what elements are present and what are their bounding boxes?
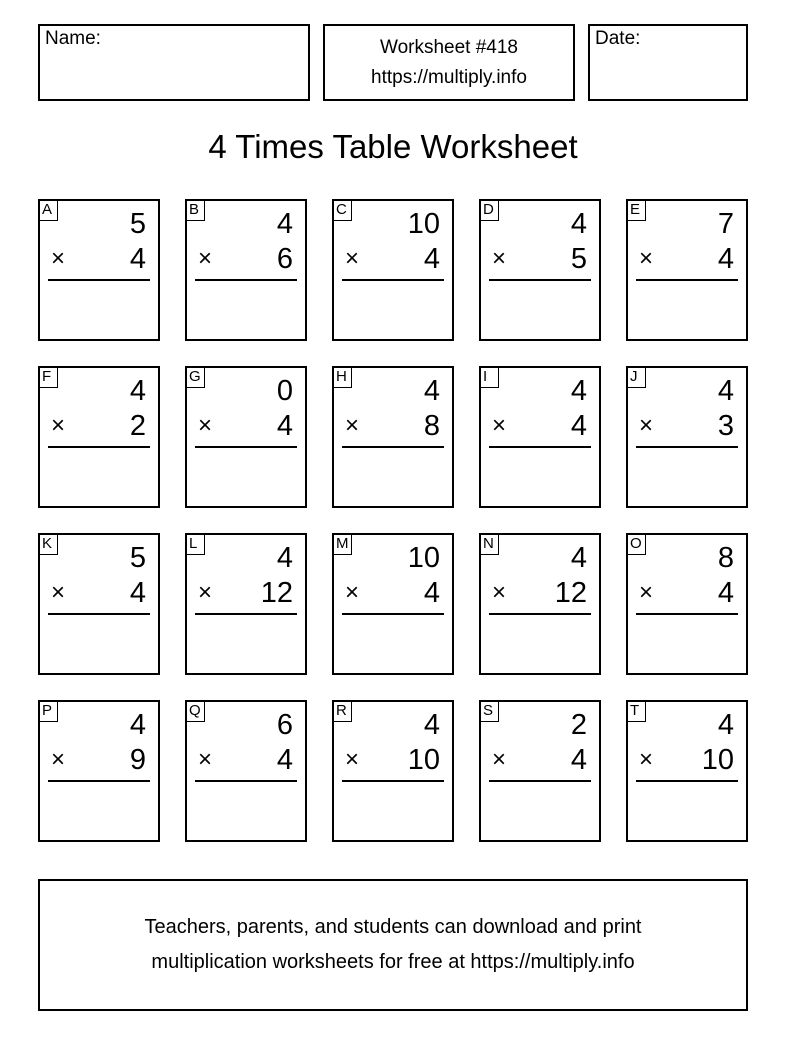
problem-card [185, 700, 307, 842]
worksheet-number: Worksheet #418 [379, 36, 518, 58]
times-sign: × [51, 412, 66, 439]
times-sign: × [639, 245, 654, 272]
problem-card [626, 366, 748, 508]
times-sign: × [492, 412, 507, 439]
multiplier: 5 [570, 243, 587, 275]
problem-letter: G [185, 366, 205, 388]
problem-card [185, 199, 307, 341]
problem-card [626, 199, 748, 341]
worksheet-url: https://multiply.info [371, 66, 527, 88]
multiplicand: 4 [276, 208, 293, 240]
multiplier: 4 [423, 577, 440, 609]
problem-letter: S [479, 700, 499, 722]
page-title: 4 Times Table Worksheet [208, 128, 578, 165]
multiplicand: 8 [717, 542, 734, 574]
multiplicand: 6 [276, 709, 293, 741]
answer-line [342, 279, 444, 281]
problem-card [479, 533, 601, 675]
date-label: Date: [595, 28, 641, 49]
problem-letter: M [332, 533, 352, 555]
answer-line [489, 613, 591, 615]
times-sign: × [492, 746, 507, 773]
answer-line [342, 780, 444, 782]
times-sign: × [639, 579, 654, 606]
times-sign: × [345, 579, 360, 606]
multiplier: 8 [423, 410, 440, 442]
times-sign: × [345, 245, 360, 272]
answer-line [489, 780, 591, 782]
problem-letter: N [479, 533, 499, 555]
problem-letter: L [185, 533, 205, 555]
multiplicand: 4 [570, 542, 587, 574]
problem-card [626, 700, 748, 842]
multiplicand: 10 [407, 542, 440, 574]
multiplier: 4 [423, 243, 440, 275]
times-sign: × [198, 579, 213, 606]
times-sign: × [345, 412, 360, 439]
multiplicand: 4 [129, 375, 146, 407]
times-sign: × [492, 579, 507, 606]
answer-line [48, 446, 150, 448]
multiplier: 10 [407, 744, 440, 776]
times-sign: × [345, 746, 360, 773]
problem-letter: C [332, 199, 352, 221]
problem-card [332, 533, 454, 675]
multiplier: 4 [129, 243, 146, 275]
multiplicand: 5 [129, 542, 146, 574]
name-label: Name: [45, 28, 101, 49]
answer-line [195, 613, 297, 615]
times-sign: × [51, 245, 66, 272]
multiplicand: 4 [423, 375, 440, 407]
footer-line-2: multiplication worksheets for free at https://multiply.info [151, 951, 635, 973]
multiplier: 4 [129, 577, 146, 609]
problem-card [38, 366, 160, 508]
multiplier: 6 [276, 243, 293, 275]
times-sign: × [51, 579, 66, 606]
problem-letter: F [38, 366, 58, 388]
times-sign: × [198, 412, 213, 439]
multiplier: 4 [570, 410, 587, 442]
problem-card [185, 533, 307, 675]
problem-letter: H [332, 366, 352, 388]
answer-line [636, 446, 738, 448]
problem-letter: B [185, 199, 205, 221]
answer-line [195, 780, 297, 782]
problem-letter: I [479, 366, 499, 388]
multiplicand: 4 [570, 208, 587, 240]
problem-card [185, 366, 307, 508]
multiplicand: 4 [717, 709, 734, 741]
times-sign: × [198, 746, 213, 773]
multiplier: 4 [717, 577, 734, 609]
answer-line [636, 613, 738, 615]
name-field[interactable] [38, 24, 310, 101]
answer-line [342, 613, 444, 615]
answer-line [636, 279, 738, 281]
multiplier: 2 [129, 410, 146, 442]
problem-card [38, 533, 160, 675]
multiplier: 4 [276, 410, 293, 442]
worksheet-info-box [323, 24, 575, 101]
times-sign: × [198, 245, 213, 272]
multiplicand: 4 [717, 375, 734, 407]
problem-letter: J [626, 366, 646, 388]
answer-line [195, 446, 297, 448]
times-sign: × [639, 412, 654, 439]
multiplicand: 4 [570, 375, 587, 407]
problem-letter: T [626, 700, 646, 722]
times-sign: × [492, 245, 507, 272]
problem-card [38, 700, 160, 842]
problem-letter: A [38, 199, 58, 221]
problem-card [479, 700, 601, 842]
multiplicand: 4 [423, 709, 440, 741]
problem-card [479, 199, 601, 341]
problem-letter: K [38, 533, 58, 555]
problem-letter: R [332, 700, 352, 722]
answer-line [489, 446, 591, 448]
multiplicand: 7 [717, 208, 734, 240]
problem-card [479, 366, 601, 508]
problem-letter: Q [185, 700, 205, 722]
answer-line [48, 613, 150, 615]
answer-line [489, 279, 591, 281]
problem-letter: E [626, 199, 646, 221]
multiplicand: 5 [129, 208, 146, 240]
footer-line-1: Teachers, parents, and students can download and print [144, 916, 642, 938]
problem-card [332, 366, 454, 508]
problem-card [626, 533, 748, 675]
multiplier: 4 [717, 243, 734, 275]
multiplier: 4 [570, 744, 587, 776]
multiplier: 12 [554, 577, 587, 609]
multiplier: 10 [701, 744, 734, 776]
multiplicand: 2 [570, 709, 587, 741]
multiplicand: 4 [129, 709, 146, 741]
answer-line [636, 780, 738, 782]
times-sign: × [51, 746, 66, 773]
answer-line [342, 446, 444, 448]
answer-line [48, 780, 150, 782]
answer-line [48, 279, 150, 281]
multiplicand: 10 [407, 208, 440, 240]
date-field[interactable] [588, 24, 748, 101]
problem-letter: O [626, 533, 646, 555]
answer-line [195, 279, 297, 281]
problem-letter: D [479, 199, 499, 221]
multiplier: 3 [717, 410, 734, 442]
multiplier: 9 [129, 744, 146, 776]
footer-note [38, 879, 748, 1011]
problem-card [38, 199, 160, 341]
problem-letter: P [38, 700, 58, 722]
multiplicand: 0 [276, 375, 293, 407]
problem-card [332, 700, 454, 842]
problem-card [332, 199, 454, 341]
multiplicand: 4 [276, 542, 293, 574]
multiplier: 4 [276, 744, 293, 776]
multiplier: 12 [260, 577, 293, 609]
times-sign: × [639, 746, 654, 773]
